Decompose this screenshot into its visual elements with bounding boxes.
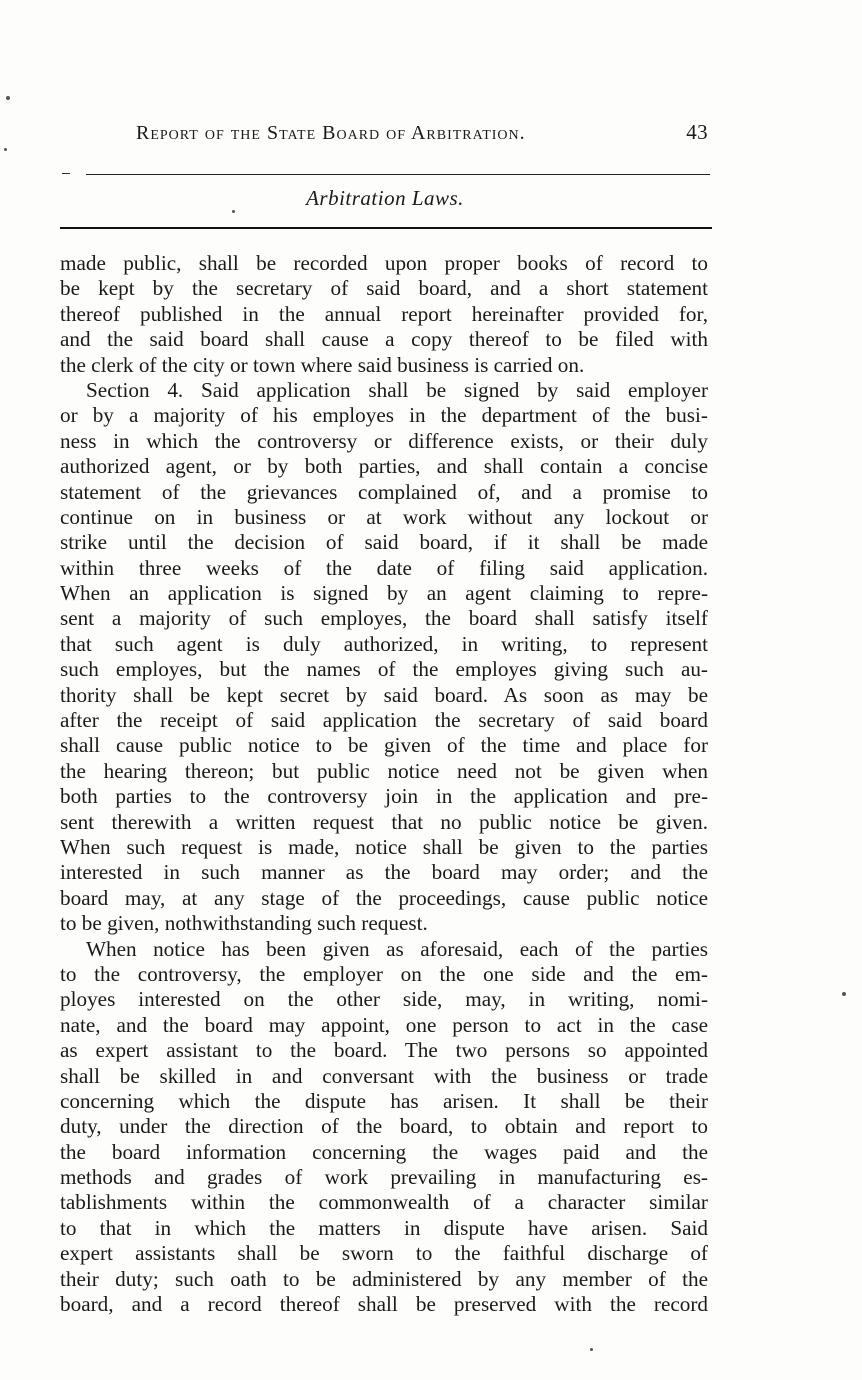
section-rule bbox=[60, 227, 712, 229]
text-line: or by a majority of his employes in the department of the busi- bbox=[60, 403, 708, 428]
text-line: When such request is made, notice shall be given to the parties bbox=[60, 834, 708, 859]
scan-speck bbox=[6, 96, 10, 100]
text-line: their duty; such oath to be administered by any member of the bbox=[60, 1266, 708, 1291]
text-line: nate, and the board may appoint, one person to act in the case bbox=[60, 1012, 708, 1037]
text-line: thereof published in the annual report hereinafter provided for, bbox=[60, 301, 708, 326]
text-line: shall be skilled in and conversant with the business or trade bbox=[60, 1063, 708, 1088]
text-line: and the said board shall cause a copy thereof to be filed with bbox=[60, 327, 708, 352]
scan-speck bbox=[590, 1348, 593, 1351]
text-line: both parties to the controversy join in the application and pre- bbox=[60, 784, 708, 809]
text-line: that such agent is duly authorized, in writing, to represent bbox=[60, 631, 708, 656]
text-line: tablishments within the commonwealth of a character similar bbox=[60, 1190, 708, 1215]
margin-dash bbox=[62, 173, 70, 174]
text-line: ness in which the controversy or difference exists, or their duly bbox=[60, 428, 708, 453]
text-line: continue on in business or at work without any lockout or bbox=[60, 504, 708, 529]
text-line: duty, under the direction of the board, to obtain and report to bbox=[60, 1114, 708, 1139]
text-line: such employes, but the names of the employes giving such au- bbox=[60, 657, 708, 682]
text-line: ployes interested on the other side, may, in writing, nomi- bbox=[60, 987, 708, 1012]
text-line: board may, at any stage of the proceedings, cause public notice bbox=[60, 885, 708, 910]
text-line: When an application is signed by an agent claiming to repre- bbox=[60, 581, 708, 606]
text-line: thority shall be kept secret by said board. As soon as may be bbox=[60, 682, 708, 707]
page-number: 43 bbox=[686, 120, 708, 144]
header-rule bbox=[86, 174, 710, 175]
text-line: to the controversy, the employer on the one side and the em- bbox=[60, 961, 708, 986]
text-line: concerning which the dispute has arisen. It shall be their bbox=[60, 1088, 708, 1113]
text-line: methods and grades of work prevailing in manufacturing es- bbox=[60, 1165, 708, 1190]
section-title: Arbitration Laws. bbox=[306, 186, 464, 210]
text-line: When notice has been given as aforesaid, each of the parties bbox=[86, 936, 708, 961]
text-line: to be given, nothwithstanding such request. bbox=[60, 911, 428, 936]
text-line: after the receipt of said application the secretary of said board bbox=[60, 708, 708, 733]
text-line: made public, shall be recorded upon proper books of record to bbox=[60, 251, 708, 275]
text-line: statement of the grievances complained of, and a promise to bbox=[60, 479, 708, 504]
text-line: interested in such manner as the board may order; and the bbox=[60, 860, 708, 885]
text-line: sent therewith a written request that no public notice be given. bbox=[60, 809, 708, 834]
running-header bbox=[128, 122, 710, 152]
scan-speck bbox=[232, 210, 235, 213]
text-line: the clerk of the city or town where said business is carried on. bbox=[60, 352, 585, 377]
scan-speck bbox=[4, 148, 7, 151]
text-line: strike until the decision of said board, if it shall be made bbox=[60, 530, 708, 555]
body-text bbox=[60, 251, 708, 1317]
text-line: the hearing thereon; but public notice need not be given when bbox=[60, 758, 708, 783]
text-line: sent a majority of such employes, the board shall satisfy itself bbox=[60, 606, 708, 631]
header-title: Report of the State Board of Arbitration. bbox=[136, 122, 526, 144]
text-line: Section 4. Said application shall be signed by said employer bbox=[86, 377, 708, 402]
text-line: the board information concerning the wages paid and the bbox=[60, 1139, 708, 1164]
text-line: to that in which the matters in dispute have arisen. Said bbox=[60, 1215, 708, 1240]
text-line: expert assistants shall be sworn to the faithful discharge of bbox=[60, 1241, 708, 1266]
text-line: shall cause public notice to be given of the time and place for bbox=[60, 733, 708, 758]
text-line: authorized agent, or by both parties, and shall contain a concise bbox=[60, 454, 708, 479]
scan-speck bbox=[842, 992, 846, 996]
text-line: as expert assistant to the board. The two persons so appointed bbox=[60, 1038, 708, 1063]
text-line: within three weeks of the date of filing said application. bbox=[60, 555, 708, 580]
text-line: board, and a record thereof shall be preserved with the record bbox=[60, 1292, 708, 1317]
text-line: be kept by the secretary of said board, and a short statement bbox=[60, 276, 708, 301]
